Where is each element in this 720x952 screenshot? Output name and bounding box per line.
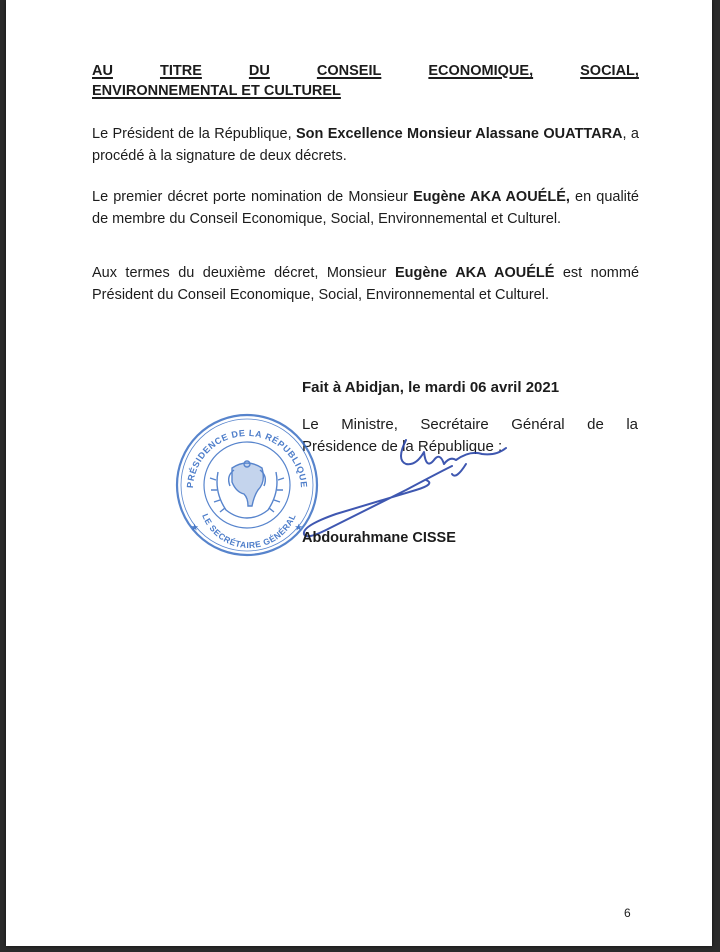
minister-word: Ministre, xyxy=(341,416,398,433)
heading-word: SOCIAL, xyxy=(580,63,639,79)
minister-word: de xyxy=(587,416,604,433)
p1-bold-name: Son Excellence Monsieur Alassane OUATTARA xyxy=(295,126,623,142)
heading-word: ECONOMIQUE, xyxy=(428,63,534,79)
heading-line-1 xyxy=(92,61,639,81)
p3-bold-name: Eugène AKA AOUÉLÉ xyxy=(394,265,555,281)
svg-text:★: ★ xyxy=(295,523,303,532)
minister-word: Le xyxy=(302,416,319,433)
heading-word: AU xyxy=(92,63,113,79)
place-and-date: Fait à Abidjan, le mardi 06 avril 2021 xyxy=(302,379,560,396)
section-heading xyxy=(92,61,639,101)
signer-name: Abdourahmane CISSE xyxy=(302,530,456,546)
heading-word: TITRE xyxy=(159,63,202,79)
paragraph-first-decree xyxy=(92,186,639,230)
p3-text-1: Aux termes du deuxième décret, Monsieur xyxy=(92,265,395,281)
heading-line-2: ENVIRONNEMENTAL ET CULTUREL xyxy=(92,83,341,99)
document-page xyxy=(6,0,712,946)
heading-word: DU xyxy=(248,63,270,79)
heading-word: CONSEIL xyxy=(316,63,382,79)
p2-bold-name: Eugène AKA AOUÉLÉ, xyxy=(413,189,570,205)
minister-word: la xyxy=(626,416,638,433)
seal-outer-text: PRÉSIDENCE DE LA RÉPUBLIQUE xyxy=(184,427,310,489)
page-number: 6 xyxy=(624,906,631,920)
p3-text-2: est nommé Président du Conseil Economique, Social, Environnemental et Culturel. xyxy=(92,265,640,303)
minister-title-line-2: Présidence de la République : xyxy=(302,438,503,455)
paragraph-second-decree xyxy=(92,262,639,306)
p1-text-1: Le Président de la République, xyxy=(92,126,296,142)
seal-inner-text: LE SECRÉTAIRE GÉNÉRAL xyxy=(200,512,298,551)
p2-text-1: Le premier décret porte nomination de Monsieur xyxy=(92,189,414,205)
minister-word: Secrétaire xyxy=(420,416,489,433)
svg-text:★: ★ xyxy=(191,523,199,532)
minister-word: Général xyxy=(511,416,565,433)
p1-text-2: , a procédé à la signature de deux décrets. xyxy=(92,126,639,164)
paragraph-signature-announcement xyxy=(92,123,639,167)
p2-text-2: en qualité de membre du Conseil Economique, Social, Environnemental et Culturel. xyxy=(92,189,639,227)
